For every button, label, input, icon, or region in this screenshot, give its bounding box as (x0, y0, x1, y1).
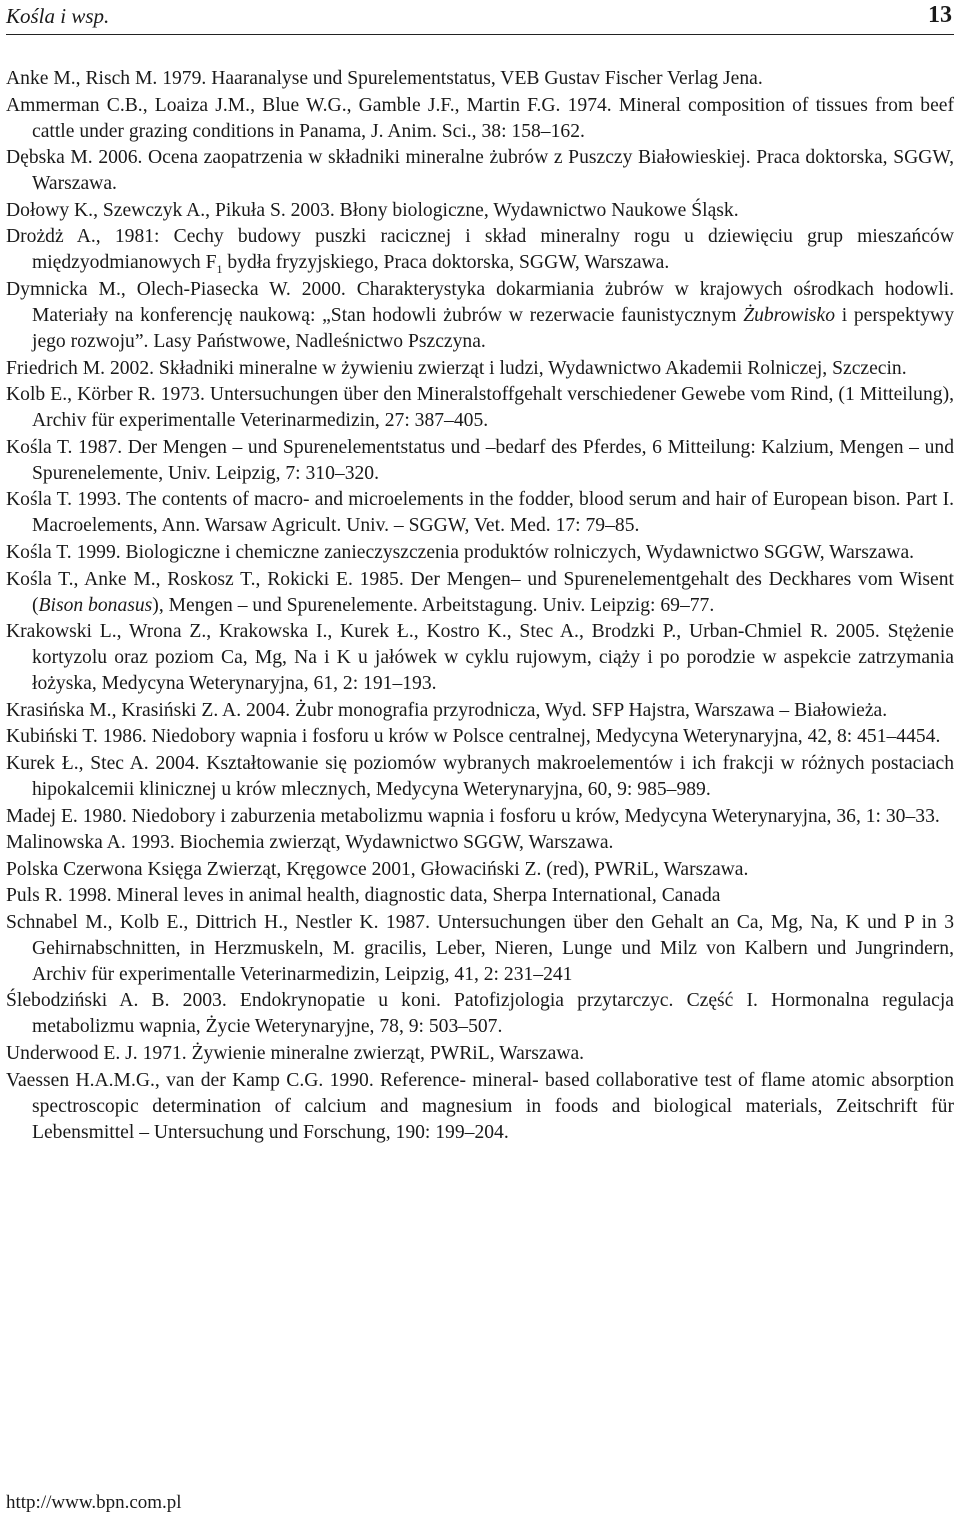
italic-term: Bison bonasus (38, 594, 153, 616)
reference-entry: Friedrich M. 2002. Składniki mineralne w żywieniu zwierząt i ludzi, Wydawnictwo Akademii Rolniczej, Szczecin. (6, 357, 907, 379)
reference-entry: Dymnicka M., Olech-Piasecka W. 2000. Charakterystyka dokarmiania żubrów w krajowych ośrodkach hodowli. Materiały na konferencję naukową: „Stan hodowli żubrów w rezerwacie faunistycznym Żubrowisko i perspektywy jego rozwoju”. Lasy Państwowe, Nadleśnictwo Pszczyna. (6, 278, 954, 352)
footer-url[interactable]: http://www.bpn.com.pl (6, 1492, 182, 1513)
reference-entry: Underwood E. J. 1971. Żywienie mineralne zwierząt, PWRiL, Warszawa. (6, 1043, 585, 1065)
reference-entry: Kubiński T. 1986. Niedobory wapnia i fosforu u krów w Polsce centralnej, Medycyna Weterynaryjna, 42, 8: 451–4454. (6, 726, 941, 748)
reference-list (6, 66, 954, 1146)
reference-entry: Krasińska M., Krasiński Z. A. 2004. Żubr monografia przyrodnicza, Wyd. SFP Hajstra, Warszawa – Białowieża. (6, 699, 888, 721)
running-header (6, 0, 954, 35)
reference-entry: Ślebodziński A. B. 2003. Endokrynopatie u koni. Patofizjologia przytarczyc. Część I. Hormonalna regulacja metabolizmu wapnia, Życie Weterynaryjne, 78, 9: 503–507. (6, 990, 954, 1038)
running-title: Kośla i wsp. (6, 4, 110, 28)
reference-entry: Puls R. 1998. Mineral leves in animal health, diagnostic data, Sherpa International, Canada (6, 885, 721, 907)
reference-entry: Kośla T. 1987. Der Mengen – und Spurenelementstatus und –bedarf des Pferdes, 6 Mitteilung: Kalzium, Mengen – und Spurenelemente, Univ. Leipzig, 7: 310–320. (6, 436, 954, 484)
reference-entry: Polska Czerwona Księga Zwierząt, Kręgowce 2001, Głowaciński Z. (red), PWRiL, Warszawa. (6, 858, 749, 880)
reference-entry: Krakowski L., Wrona Z., Krakowska I., Kurek Ł., Kostro K., Stec A., Brodzki P., Urban-Chmiel R. 2005. Stężenie kortyzolu oraz poziom Ca, Mg, Na i K u jałówek w cyklu rujowym, ciąży i po porodzie w aspekcie zatrzymania łożyska, Medycyna Weterynaryjna, 61, 2: 191–193. (6, 621, 954, 695)
reference-entry: Malinowska A. 1993. Biochemia zwierząt, Wydawnictwo SGGW, Warszawa. (6, 832, 614, 854)
reference-entry: Kolb E., Körber R. 1973. Untersuchungen über den Mineralstoffgehalt verschiedener Gewebe vom Rind, (1 Mitteilung), Archiv für experimentalle Veterinarmedizin, 27: 387–405. (6, 384, 954, 432)
italic-term: Żubrowisko (743, 304, 836, 326)
reference-entry: Dębska M. 2006. Ocena zaopatrzenia w składniki mineralne żubrów z Puszczy Białowieskiej. Praca doktorska, SGGW, Warszawa. (6, 147, 954, 195)
reference-entry: Anke M., Risch M. 1979. Haaranalyse und Spurelementstatus, VEB Gustav Fischer Verlag Jena. (6, 68, 763, 89)
reference-entry: Kośla T., Anke M., Roskosz T., Rokicki E. 1985. Der Mengen– und Spurenelementgehalt des Deckhares vom Wisent (Bison bonasus), Mengen – und Spurenelemente. Arbeitstagung. Univ. Leipzig: 69–77. (6, 568, 954, 616)
reference-entry: Kurek Ł., Stec A. 2004. Kształtowanie się poziomów wybranych makroelementów i ich frakcji w różnych postaciach hipokalcemii klinicznej u krów mlecznych, Medycyna Weterynaryjna, 60, 9: 985–989. (6, 752, 954, 800)
reference-entry: Vaessen H.A.M.G., van der Kamp C.G. 1990. Reference- mineral- based collaborative test of flame atomic absorption spectroscopic determination of calcium and magnesium in foods and biological materials, Zeitschrift für Lebensmittel – Untersuchung und Forschung, 190: 199–204. (6, 1069, 954, 1143)
reference-entry: Dołowy K., Szewczyk A., Pikuła S. 2003. Błony biologiczne, Wydawnictwo Naukowe Śląsk. (6, 199, 739, 221)
reference-entry: Madej E. 1980. Niedobory i zaburzenia metabolizmu wapnia i fosforu u krów, Medycyna Weterynaryjna, 36, 1: 30–33. (6, 805, 940, 827)
page-number: 13 (928, 2, 952, 28)
reference-entry: Kośla T. 1993. The contents of macro- and microelements in the fodder, blood serum and hair of European bison. Part I. Macroelements, Ann. Warsaw Agricult. Univ. – SGGW, Vet. Med. 17: 79–85. (6, 489, 954, 537)
reference-entry: Drożdż A., 1981: Cechy budowy puszki racicznej i skład mineralny rogu u dziewięciu grup mieszańców międzyodmianowych $F_1$ bydła fryzyjskiego, Praca doktorska, SGGW, Warszawa. (6, 226, 954, 277)
reference-entry: Ammerman C.B., Loaiza J.M., Blue W.G., Gamble J.F., Martin F.G. 1974. Mineral composition of tissues from beef cattle under grazing conditions in Panama, J. Anim. Sci., 38: 158–162. (6, 94, 954, 142)
subscript: 1 (216, 262, 223, 277)
reference-entry: Kośla T. 1999. Biologiczne i chemiczne zanieczyszczenia produktów rolniczych, Wydawnictwo SGGW, Warszawa. (6, 541, 915, 563)
reference-entry: Schnabel M., Kolb E., Dittrich H., Nestler K. 1987. Untersuchungen über den Gehalt an Ca, Mg, Na, K und P in 3 Gehirnabschnitten, in Herzmuskeln, M. gracilis, Leber, Nieren, Lunge und Milz von Kalbern und Jungrindern, Archiv für experimentalle Veterinarmedizin, Leipzig, 41, 2: 231–241 (6, 911, 954, 985)
